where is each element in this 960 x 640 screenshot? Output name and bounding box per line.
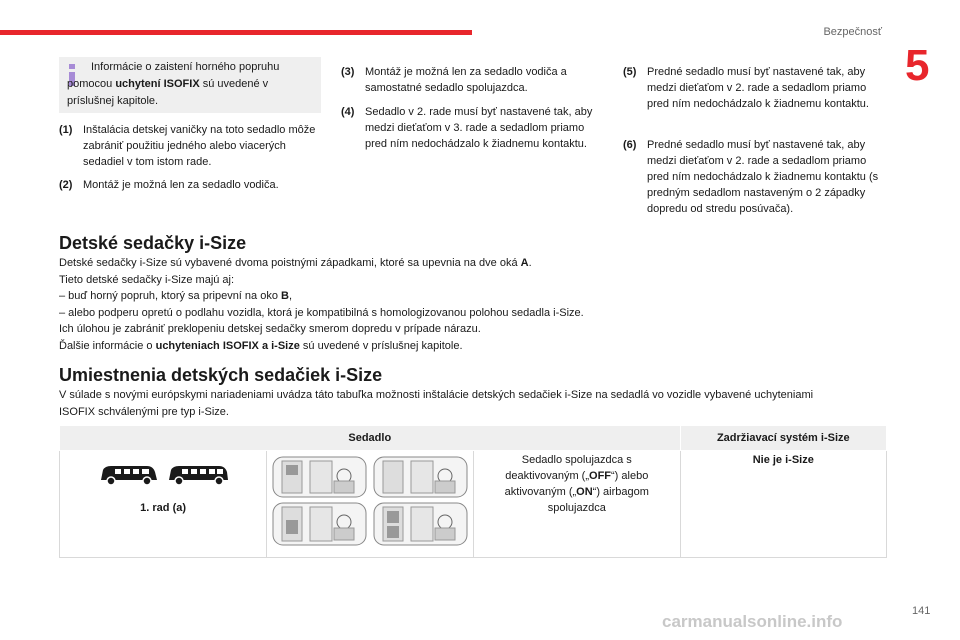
locations-description: V súlade s novými európskymi nariadeniami uvádza táto tabuľka možnosti inštalácie detských sedačiek i-Size na sedadlá vo vozidle vybavené uchyteniami ISOFIX schválenými pre typ i-Size. — [59, 389, 814, 418]
seat-map-icon — [272, 456, 367, 498]
seat-map-icon — [373, 502, 468, 546]
van-icon — [97, 462, 159, 488]
isize-description: Detské sedačky i-Size sú vybavené dvoma poistnými západkami, ktoré sa upevnia na dve oká A. Tieto detské sedačky i-Size majú aj: – buď horný popruh, ktorý sa pripevní na oko B, – alebo podperu opretú o podlahu vozidla, ktorá je kompatibilná s homologizovanou polohou sedadla i-Size. Ich úlohou je zabrániť preklopeniu detskej sedačky smerom dopredu v prípade nárazu. Ďalšie informácie o uchyteniach ISOFIX a i-Size sú uvedené v príslušnej kapitole. — [59, 257, 584, 352]
info-text: Informácie o zaistení horného popruhu pomocou uchytení ISOFIX sú uvedené v príslušnej kapitole. — [67, 61, 280, 107]
passenger-airbag-text: Sedadlo spolujazdca s deaktivovaným („OFF“) alebo aktivovaným („ON“) airbagom spolujazdca — [504, 454, 649, 514]
system-cell — [680, 451, 886, 558]
chapter-number: 5 — [905, 41, 930, 90]
passenger-cell — [474, 451, 681, 558]
seat-map-cell — [267, 451, 474, 558]
table-header-system: Zadržiavací systém i-Size — [680, 426, 886, 451]
row-label: 1. rad (a) — [140, 502, 187, 514]
table-header-seat: Sedadlo — [60, 426, 681, 451]
page-number: 141 — [912, 605, 931, 617]
header-accent-bar — [0, 30, 472, 35]
info-box — [59, 57, 321, 113]
section-heading-locations: Umiestnenia detských sedačiek i-Size — [59, 365, 383, 385]
table-row — [60, 451, 887, 558]
section-name: Bezpečnosť — [823, 26, 882, 38]
seat-map-icon — [272, 502, 367, 546]
row-vehicle-cell — [60, 451, 267, 558]
watermark: carmanualsonline.info — [662, 612, 843, 631]
isize-result: Nie je i-Size — [752, 454, 814, 466]
section-heading-isize: Detské sedačky i-Size — [59, 233, 247, 253]
seat-map-icon — [373, 456, 468, 498]
isize-seat-table — [59, 425, 887, 558]
van-long-icon — [167, 462, 229, 488]
